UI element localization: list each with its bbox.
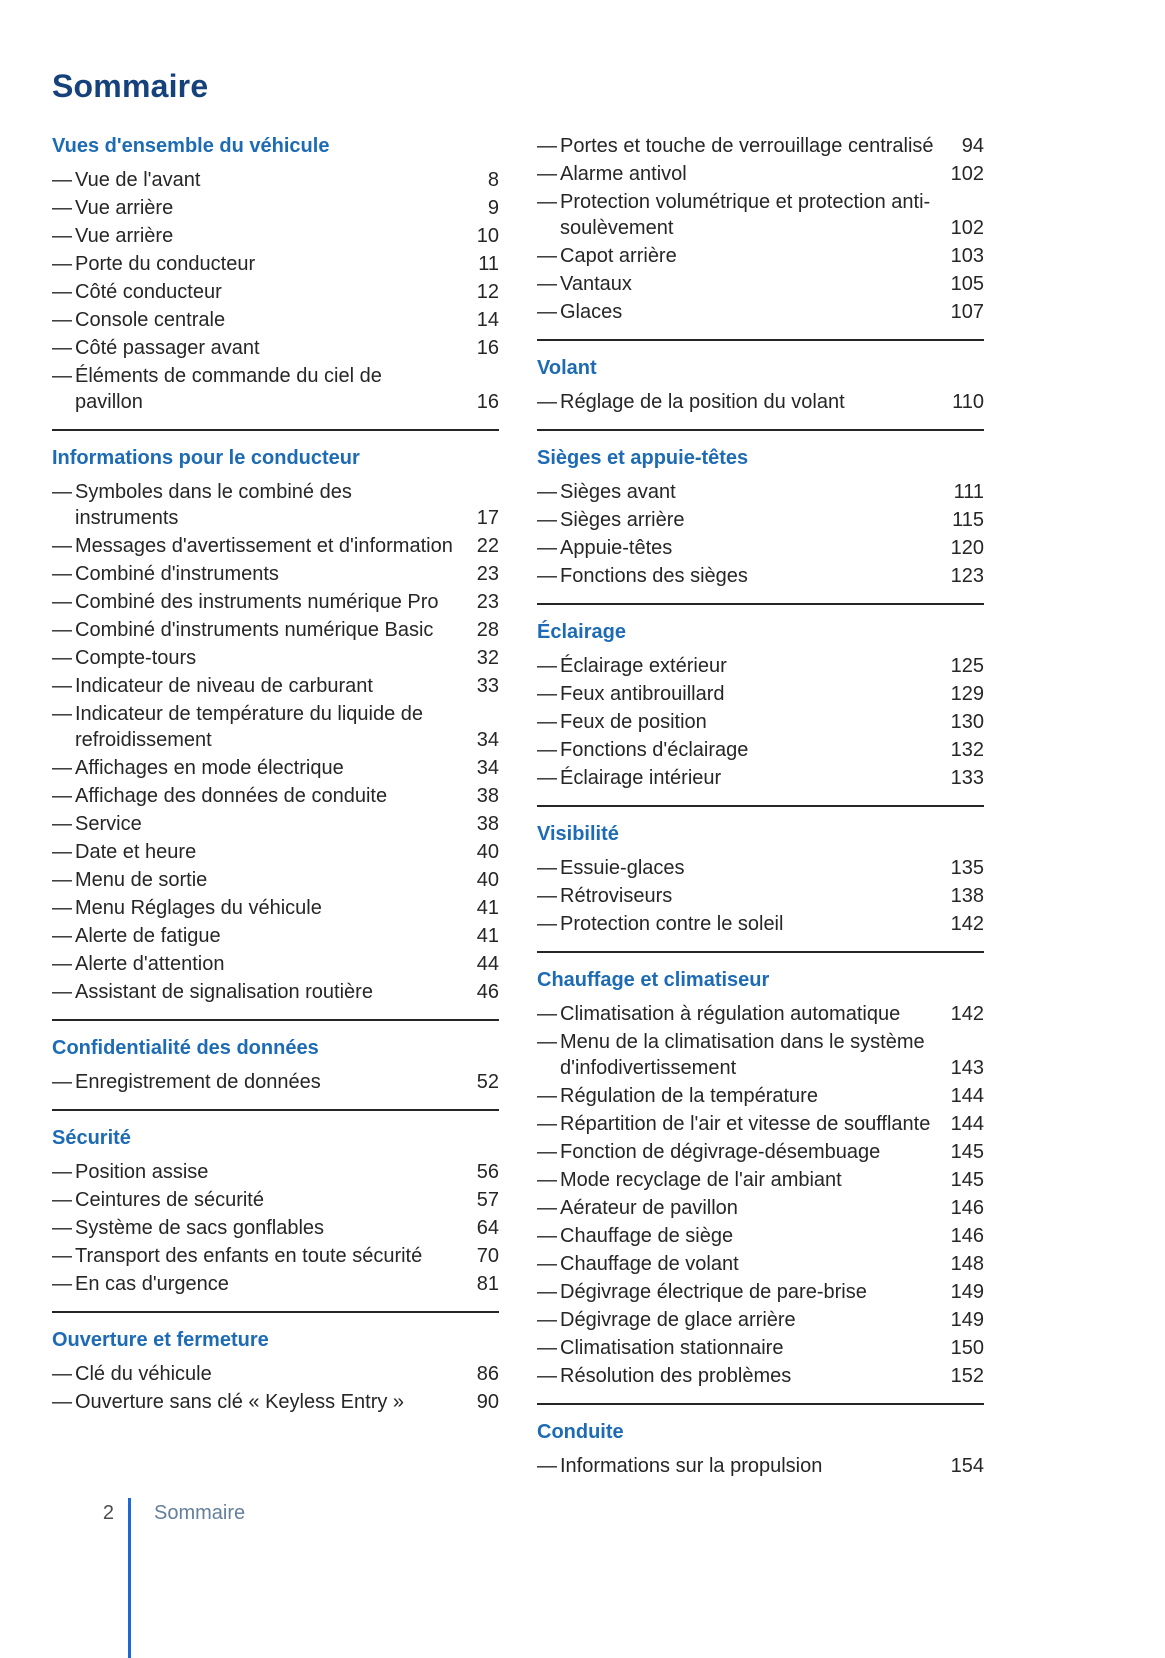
entry-label: Protection contre le soleil [560,913,784,935]
entry-dash: — [537,1003,557,1025]
entry-dash: — [52,1391,72,1413]
entry-dash: — [52,337,72,359]
toc-entry [537,189,984,241]
toc-entry [537,507,984,533]
entry-label: Chauffage de siège [560,1225,734,1247]
toc-section [52,429,499,1019]
entry-dash: — [52,1273,72,1295]
toc-entry [537,765,984,791]
entry-label: Feux antibrouillard [560,683,725,705]
entry-dash: — [537,565,557,587]
toc-entry [52,617,499,643]
toc-entry [52,1069,499,1095]
entry-page-number: 135 [950,857,984,879]
entry-page-number: 94 [961,135,984,157]
entry-page-number: 133 [950,767,984,789]
entry-page-number: 125 [950,655,984,677]
entry-page-number: 8 [487,169,499,191]
toc-entry [52,1361,499,1387]
section-heading: Confidentialité des données [52,1037,319,1059]
toc-entry [537,1167,984,1193]
entry-label: Fonctions d'éclairage [560,739,749,761]
entry-label: Combiné d'instruments [75,563,279,585]
entry-page-number: 57 [476,1189,499,1211]
entry-label: Rétroviseurs [560,885,673,907]
toc-entry [52,1187,499,1213]
entry-dash: — [537,711,557,733]
entry-dash: — [537,1337,557,1359]
entry-label: Informations sur la propulsion [560,1455,823,1477]
section-heading: Volant [537,357,597,379]
entry-dash: — [537,1113,557,1135]
entry-page-number: 32 [476,647,499,669]
entry-label: Réglage de la position du volant [560,391,845,413]
entry-dash: — [52,309,72,331]
entry-page-number: 148 [950,1253,984,1275]
toc-entry [52,951,499,977]
toc-entry [52,1243,499,1269]
entry-label: Appuie-têtes [560,537,673,559]
toc-entry [52,335,499,361]
toc-column-left [52,133,499,1429]
entry-dash: — [52,703,72,725]
toc-entry [537,161,984,187]
entry-dash: — [52,785,72,807]
entry-label: Ouverture sans clé « Keyless Entry » [75,1391,405,1413]
entry-page-number: 38 [476,813,499,835]
entry-dash: — [52,1071,72,1093]
entry-dash: — [537,885,557,907]
entry-page-number: 34 [476,729,499,751]
entry-label: Côté passager avant [75,337,260,359]
toc-entry [537,855,984,881]
entry-page-number: 90 [476,1391,499,1413]
entry-page-number: 123 [950,565,984,587]
toc-entry [537,1111,984,1137]
entry-label: Répartition de l'air et vitesse de soufflante [560,1113,931,1135]
entry-label: Indicateur de niveau de carburant [75,675,373,697]
entry-page-number: 23 [476,563,499,585]
toc-entry [52,755,499,781]
entry-label: Combiné des instruments numérique Pro [75,591,439,613]
toc-entry [537,271,984,297]
entry-label: Clé du véhicule [75,1363,212,1385]
footer-section-label: Sommaire [154,1502,246,1524]
entry-dash: — [537,1455,557,1477]
entry-page-number: 152 [950,1365,984,1387]
footer-divider-bar [128,1498,131,1658]
entry-page-number: 110 [952,391,984,413]
entry-label: Affichage des données de conduite [75,785,388,807]
toc-entry [537,911,984,937]
entry-label: Éclairage extérieur [560,655,727,677]
entry-page-number: 102 [950,217,984,239]
toc-section [537,951,984,1403]
entry-page-number: 46 [476,981,499,1003]
entry-page-number: 143 [950,1057,984,1079]
entry-page-number: 120 [950,537,984,559]
toc-entry [537,1001,984,1027]
toc-entry [537,299,984,325]
toc-section [537,429,984,603]
section-heading: Sécurité [52,1127,131,1149]
entry-label: Éclairage intérieur [560,767,722,789]
toc-entry [52,363,499,415]
toc-entry [537,883,984,909]
entry-page-number: 154 [950,1455,984,1477]
entry-page-number: 130 [950,711,984,733]
entry-page-number: 111 [953,481,984,503]
entry-dash: — [52,197,72,219]
entry-dash: — [52,619,72,641]
toc-section [52,1311,499,1429]
toc-entry [537,1251,984,1277]
toc-entry [537,389,984,415]
toc-entry [52,195,499,221]
entry-label: Assistant de signalisation routière [75,981,373,1003]
entry-label: Mode recyclage de l'air ambiant [560,1169,842,1191]
toc-entry [537,1195,984,1221]
entry-page-number: 145 [950,1169,984,1191]
entry-dash: — [537,1169,557,1191]
entry-dash: — [52,253,72,275]
entry-label: Dégivrage de glace arrière [560,1309,796,1331]
entry-label: Combiné d'instruments numérique Basic [75,619,434,641]
toc-entry [537,737,984,763]
entry-dash: — [52,563,72,585]
toc-column-right [537,133,984,1493]
entry-page-number: 41 [476,925,499,947]
entry-label: Chauffage de volant [560,1253,739,1275]
entry-dash: — [52,953,72,975]
entry-page-number: 144 [950,1113,984,1135]
entry-label: Essuie-glaces [560,857,685,879]
toc-entry [52,839,499,865]
entry-page-number: 146 [950,1225,984,1247]
entry-label: Dégivrage électrique de pare-brise [560,1281,867,1303]
entry-dash: — [52,981,72,1003]
entry-dash: — [52,897,72,919]
entry-dash: — [537,1309,557,1331]
section-heading: Visibilité [537,823,619,845]
entry-dash: — [52,169,72,191]
footer-page-number: 2 [102,1502,114,1524]
toc-entry [537,653,984,679]
entry-dash: — [537,913,557,935]
entry-label: Indicateur de température du liquide de refroidissement [75,703,424,751]
toc-entry [52,167,499,193]
entry-label: Affichages en mode électrique [75,757,344,779]
entry-dash: — [52,1161,72,1183]
entry-label: Alerte d'attention [75,953,225,975]
entry-label: Vue arrière [75,225,174,247]
toc-entry [52,895,499,921]
entry-label: Vantaux [560,273,632,295]
entry-page-number: 145 [950,1141,984,1163]
entry-label: Porte du conducteur [75,253,256,275]
entry-page-number: 150 [950,1337,984,1359]
entry-page-number: 16 [476,391,499,413]
entry-label: Vue de l'avant [75,169,201,191]
toc-section [537,603,984,805]
entry-page-number: 40 [476,841,499,863]
entry-dash: — [537,481,557,503]
entry-page-number: 14 [476,309,499,331]
entry-dash: — [52,1363,72,1385]
entry-dash: — [52,647,72,669]
entry-page-number: 52 [476,1071,499,1093]
page-title: Sommaire [52,68,209,104]
entry-label: Alarme antivol [560,163,687,185]
entry-label: Glaces [560,301,623,323]
entry-dash: — [537,391,557,413]
toc-entry [52,589,499,615]
toc-entry [537,1029,984,1081]
entry-label: Fonction de dégivrage-désembuage [560,1141,881,1163]
entry-page-number: 144 [950,1085,984,1107]
toc-columns [52,133,985,1493]
entry-dash: — [52,925,72,947]
entry-dash: — [537,537,557,559]
toc-entry [537,1363,984,1389]
entry-page-number: 149 [950,1309,984,1331]
toc-entry [52,923,499,949]
toc-entry [52,811,499,837]
entry-page-number: 12 [476,281,499,303]
entry-label: Résolution des problèmes [560,1365,792,1387]
entry-page-number: 138 [950,885,984,907]
toc-entry [52,783,499,809]
entry-dash: — [52,1189,72,1211]
toc-section [52,1019,499,1109]
entry-label: Service [75,813,142,835]
entry-dash: — [537,1281,557,1303]
entry-page-number: 23 [476,591,499,613]
entry-page-number: 81 [476,1273,499,1295]
toc-entry [52,307,499,333]
entry-page-number: 40 [476,869,499,891]
entry-dash: — [537,683,557,705]
entry-label: Messages d'avertissement et d'information [75,535,453,557]
entry-page-number: 33 [476,675,499,697]
section-heading: Sièges et appuie-têtes [537,447,749,469]
toc-entry [537,681,984,707]
entry-dash: — [52,1217,72,1239]
entry-page-number: 16 [476,337,499,359]
entry-page-number: 41 [476,897,499,919]
entry-page-number: 17 [476,507,499,529]
entry-page-number: 132 [950,739,984,761]
entry-page-number: 146 [950,1197,984,1219]
entry-label: Console centrale [75,309,226,331]
toc-entry [52,645,499,671]
entry-label: Transport des enfants en toute sécurité [75,1245,423,1267]
toc-entry [537,479,984,505]
entry-dash: — [537,1225,557,1247]
entry-label: Sièges arrière [560,509,685,531]
toc-entry [52,673,499,699]
entry-dash: — [537,273,557,295]
entry-label: Menu de sortie [75,869,208,891]
section-heading: Chauffage et climatiseur [537,969,770,991]
entry-dash: — [537,135,557,157]
entry-page-number: 142 [950,913,984,935]
toc-entry [52,701,499,753]
entry-page-number: 28 [476,619,499,641]
entry-dash: — [537,655,557,677]
entry-label: Capot arrière [560,245,677,267]
entry-label: Sièges avant [560,481,676,503]
entry-label: Compte-tours [75,647,197,669]
toc-entry [537,243,984,269]
entry-label: Aérateur de pavillon [560,1197,738,1219]
entry-page-number: 86 [476,1363,499,1385]
entry-label: Alerte de fatigue [75,925,221,947]
toc-entry [52,1215,499,1241]
toc-entry [537,1083,984,1109]
entry-dash: — [537,1141,557,1163]
toc-entry [537,709,984,735]
entry-dash: — [52,813,72,835]
entry-label: Date et heure [75,841,197,863]
toc-section [52,1109,499,1311]
toc-section [52,133,499,429]
entry-page-number: 22 [476,535,499,557]
toc-entry [52,1271,499,1297]
toc-entry [52,979,499,1005]
toc-section [537,805,984,951]
entry-page-number: 129 [950,683,984,705]
entry-label: Fonctions des sièges [560,565,748,587]
entry-label: Système de sacs gonflables [75,1217,325,1239]
entry-dash: — [537,1365,557,1387]
entry-dash: — [52,281,72,303]
entry-label: Ceintures de sécurité [75,1189,264,1211]
toc-entry [537,133,984,159]
entry-page-number: 102 [950,163,984,185]
entry-dash: — [52,481,72,503]
entry-dash: — [537,191,557,213]
entry-label: Enregistrement de données [75,1071,321,1093]
entry-dash: — [537,509,557,531]
entry-dash: — [537,301,557,323]
entry-dash: — [52,675,72,697]
toc-entry [537,1139,984,1165]
entry-dash: — [537,163,557,185]
toc-entry [52,533,499,559]
toc-entry [52,279,499,305]
toc-entry [537,1335,984,1361]
toc-section [537,339,984,429]
toc-entry [52,251,499,277]
entry-page-number: 107 [950,301,984,323]
entry-page-number: 11 [478,253,499,275]
entry-dash: — [537,245,557,267]
entry-page-number: 105 [950,273,984,295]
entry-label: Portes et touche de verrouillage centralisé [560,135,934,157]
entry-page-number: 70 [476,1245,499,1267]
toc-entry [537,1223,984,1249]
entry-dash: — [537,1197,557,1219]
section-heading: Ouverture et fermeture [52,1329,269,1351]
entry-label: Feux de position [560,711,707,733]
entry-dash: — [537,767,557,789]
toc-entry [537,1453,984,1479]
entry-label: Côté conducteur [75,281,222,303]
entry-dash: — [52,841,72,863]
entry-label: Menu Réglages du véhicule [75,897,322,919]
entry-dash: — [537,857,557,879]
entry-page-number: 10 [476,225,499,247]
entry-label: Vue arrière [75,197,174,219]
entry-label: Régulation de la température [560,1085,818,1107]
entry-dash: — [52,225,72,247]
entry-dash: — [52,535,72,557]
entry-dash: — [52,1245,72,1267]
toc-entry [52,1159,499,1185]
entry-dash: — [537,739,557,761]
toc-section [537,133,984,339]
toc-entry [52,561,499,587]
section-heading: Conduite [537,1421,624,1443]
entry-dash: — [52,365,72,387]
entry-label: En cas d'urgence [75,1273,229,1295]
entry-page-number: 103 [950,245,984,267]
entry-label: Menu de la climatisation dans le système d'infodivertissement [560,1031,925,1079]
entry-label: Protection volumétrique et protection anti-soulèvement [560,191,931,239]
toc-entry [52,1389,499,1415]
entry-page-number: 38 [476,785,499,807]
entry-label: Climatisation à régulation automatique [560,1003,901,1025]
entry-label: Position assise [75,1161,209,1183]
toc-entry [537,1307,984,1333]
toc-entry [52,223,499,249]
entry-page-number: 64 [476,1217,499,1239]
entry-label: Climatisation stationnaire [560,1337,784,1359]
entry-label: Éléments de commande du ciel de pavillon [75,365,382,413]
toc-entry [537,1279,984,1305]
entry-dash: — [52,757,72,779]
entry-label: Symboles dans le combiné des instruments [75,481,352,529]
entry-page-number: 44 [476,953,499,975]
section-heading: Vues d'ensemble du véhicule [52,135,330,157]
entry-dash: — [537,1253,557,1275]
entry-page-number: 149 [950,1281,984,1303]
entry-page-number: 9 [487,197,499,219]
entry-page-number: 115 [952,509,984,531]
toc-entry [537,535,984,561]
toc-entry [537,563,984,589]
toc-section [537,1403,984,1493]
entry-dash: — [52,869,72,891]
entry-page-number: 34 [476,757,499,779]
entry-page-number: 56 [476,1161,499,1183]
entry-dash: — [537,1085,557,1107]
section-heading: Éclairage [537,621,626,643]
toc-entry [52,867,499,893]
entry-dash: — [52,591,72,613]
entry-dash: — [537,1031,557,1053]
toc-entry [52,479,499,531]
section-heading: Informations pour le conducteur [52,447,360,469]
entry-page-number: 142 [950,1003,984,1025]
